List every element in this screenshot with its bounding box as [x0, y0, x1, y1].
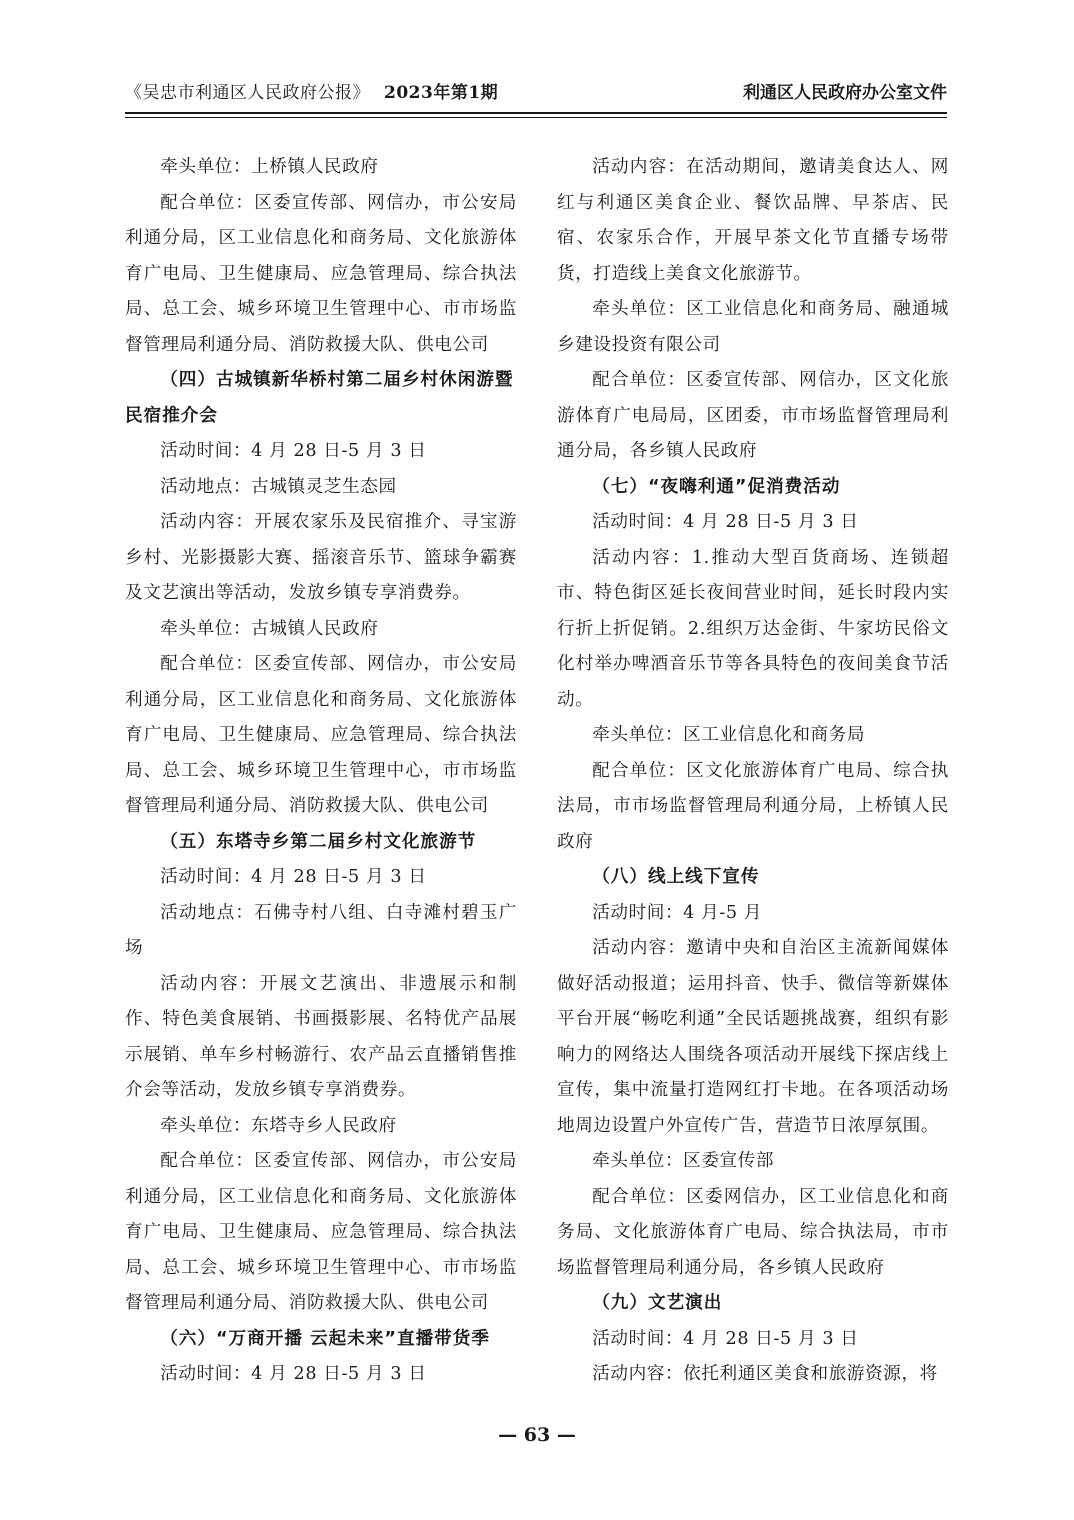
paragraph: 配合单位：区委宣传部、网信办，市公安局利通分局，区工业信息化和商务局、文化旅游体育广电局、卫生健康局、应急管理局、综合执法局、总工会、城乡环境卫生管理中心，市市场监督管理局利通分局、消防救援大队、供电公司: [125, 654, 517, 816]
left-column: [125, 150, 517, 1393]
paragraph: 活动地点：古城镇灵芝生态园: [160, 476, 397, 497]
paragraph: 配合单位：区文化旅游体育广电局、综合执法局，市市场监督管理局利通分局，上桥镇人民政府: [557, 760, 949, 852]
paragraph: 活动内容：依托利通区美食和旅游资源，将: [592, 1364, 938, 1384]
paragraph: 配合单位：区委宣传部、网信办，区文化旅游体育广电局局，区团委，市市场监督管理局利通分局，各乡镇人民政府: [557, 370, 949, 461]
paragraph: 活动内容：开展文艺演出、非遗展示和制作、特色美食展销、书画摄影展、名特优产品展示展销、单车乡村畅游行、农产品云直播销售推介会等活动，发放乡镇专享消费券。: [125, 973, 517, 1100]
paragraph: 活动内容：在活动期间，邀请美食达人、网红与利通区美食企业、餐饮品牌、早茶店、民宿、农家乐合作，开展早茶文化节直播专场带货，打造线上美食文化旅游节。: [557, 157, 949, 284]
header-section: 利通区人民政府办公室文件: [743, 83, 947, 103]
page-number: — 63 —: [498, 1424, 576, 1446]
section-heading: （八）线上线下宣传: [592, 867, 760, 887]
page-header: [125, 78, 947, 106]
paragraph: 配合单位：区委宣传部、网信办，市公安局利通分局，区工业信息化和商务局、文化旅游体育广电局、卫生健康局、应急管理局、综合执法局、总工会、城乡环境卫生管理中心、市市场监督管理局利通分局、消防救援大队、供电公司: [125, 1151, 517, 1313]
paragraph: 牵头单位：东塔寺乡人民政府: [160, 1115, 397, 1136]
section-heading: （四）古城镇新华桥村第二届乡村休闲游暨民宿推介会: [125, 370, 514, 426]
header-rule-thin: [125, 117, 947, 118]
paragraph: 活动时间：4 月 28 日-5 月 3 日: [592, 1328, 859, 1349]
section-heading: （五）东塔寺乡第二届乡村文化旅游节: [160, 831, 477, 852]
paragraph: 牵头单位：古城镇人民政府: [160, 618, 379, 639]
publication-title: 《吴忠市利通区人民政府公报》: [125, 83, 370, 103]
paragraph: 活动时间：4 月 28 日-5 月 3 日: [160, 867, 427, 887]
paragraph: 牵头单位：上桥镇人民政府: [160, 157, 379, 177]
paragraph: 活动内容：开展农家乐及民宿推介、寻宝游乡村、光影摄影大赛、摇滚音乐节、篮球争霸赛及文艺演出等活动，发放乡镇专享消费券。: [125, 512, 517, 603]
header-rule-thick: [125, 112, 947, 114]
paragraph: 配合单位：区委网信办，区工业信息化和商务局、文化旅游体育广电局、综合执法局，市市场监督管理局利通分局，各乡镇人民政府: [557, 1186, 949, 1278]
section-heading: （九）文艺演出: [592, 1293, 723, 1313]
paragraph: 活动时间：4 月 28 日-5 月 3 日: [592, 512, 859, 532]
paragraph: 活动内容：邀请中央和自治区主流新闻媒体做好活动报道；运用抖音、快手、微信等新媒体平台开展“畅吃利通”全民话题挑战赛，组织有影响力的网络达人围绕各项活动开展线下探店线上宣传，集中流量打造网红打卡地。在各项活动场地周边设置户外宣传广告，营造节日浓厚氛围。: [557, 938, 949, 1136]
section-heading: （七）“夜嗨利通”促消费活动: [592, 476, 841, 497]
paragraph: 活动时间：4 月 28 日-5 月 3 日: [160, 441, 427, 461]
paragraph: 牵头单位：区工业信息化和商务局: [592, 725, 866, 745]
paragraph: 牵头单位：区工业信息化和商务局、融通城乡建设投资有限公司: [557, 299, 949, 355]
paragraph: 牵头单位：区委宣传部: [592, 1151, 775, 1171]
paragraph: 活动时间：4 月 28 日-5 月 3 日: [160, 1364, 427, 1384]
paragraph: 活动地点：石佛寺村八组、白寺滩村碧玉广场: [125, 902, 517, 958]
paragraph: 活动内容：1.推动大型百货商场、连锁超市、特色街区延长夜间营业时间，延长时段内实行折上折促销。2.组织万达金街、牛家坊民俗文化村举办啤酒音乐节等各具特色的夜间美食节活动。: [557, 547, 949, 710]
header-publication: [125, 78, 498, 103]
paragraph: 活动时间：4 月-5 月: [592, 902, 763, 923]
right-column: [557, 150, 949, 1393]
issue-number: 2023年第1期: [384, 83, 499, 103]
paragraph: 配合单位：区委宣传部、网信办，市公安局利通分局，区工业信息化和商务局、文化旅游体育广电局、卫生健康局、应急管理局、综合执法局、总工会、城乡环境卫生管理中心、市市场监督管理局利通分局、消防救援大队、供电公司: [125, 192, 517, 355]
section-heading: （六）“万商开播 云起未来”直播带货季: [160, 1328, 490, 1349]
